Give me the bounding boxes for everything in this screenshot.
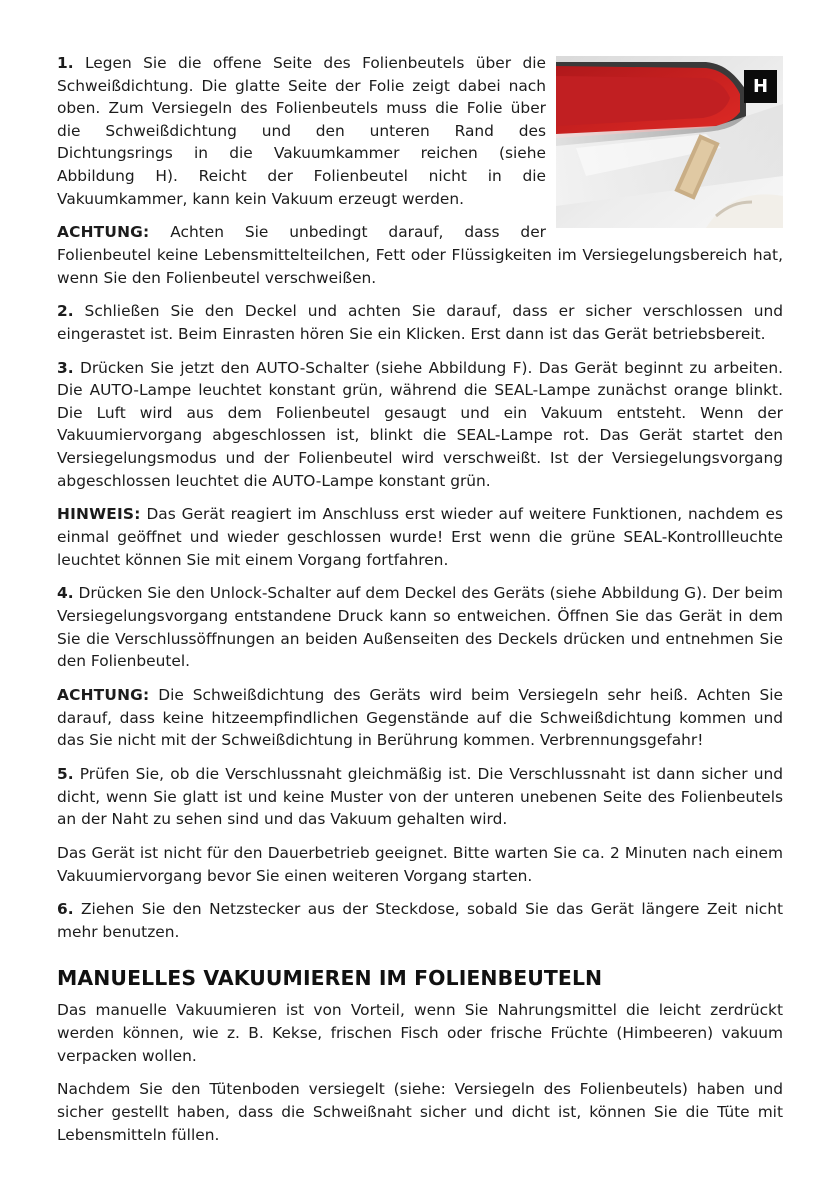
continuous-use-note: Das Gerät ist nicht für den Dauerbetrieb geeignet. Bitte warten Sie ca. 2 Minuten nach einem Vakuumiervorgang bevor Sie einen weiteren Vorgang starten.: [57, 843, 783, 885]
step-text: Prüfen Sie, ob die Verschlussnaht gleichmäßig ist. Die Verschlussnaht ist dann sicher und dicht, wenn Sie glatt ist und keine Muster von der unteren unebenen Seite des Folienbeutels an der Naht zu sehen sind und das Vakuum gehalten wird.: [57, 764, 783, 829]
figure-h: [556, 56, 783, 228]
warning-label: ACHTUNG:: [57, 223, 150, 242]
figure-label-h: H: [744, 70, 777, 103]
step-number: 5.: [57, 764, 74, 783]
step-number: 3.: [57, 358, 74, 377]
warning-2: [57, 684, 783, 752]
step-4: [57, 582, 783, 672]
step-number: 2.: [57, 302, 74, 321]
warning-text: Die Schweißdichtung des Geräts wird beim Versiegeln sehr heiß. Achten Sie darauf, dass keine hitzeempfindlichen Gegenstände auf die Schweißdichtung kommen und das Sie nicht mit der Schweißdichtung in Berührung kommen. Verbrennungsgefahr!: [57, 685, 783, 750]
warning-text: Achten Sie unbedingt darauf, dass der Folienbeutel keine Lebensmittelteilchen, Fett oder Flüssigkeiten im Versiegelungsbereich hat, wenn Sie den Folienbeutel verschweißen.: [57, 223, 783, 287]
step-number: 6.: [57, 900, 74, 919]
step-6: [57, 898, 783, 943]
step-text: Schließen Sie den Deckel und achten Sie darauf, dass er sicher verschlossen und eingerastet ist. Beim Einrasten hören Sie ein Klicken. Erst dann ist das Gerät betriebsbereit.: [57, 302, 783, 343]
step-text: Ziehen Sie den Netzstecker aus der Steckdose, sobald Sie das Gerät längere Zeit nicht mehr benutzen.: [57, 900, 783, 941]
step-number: 1.: [57, 54, 74, 72]
warning-1: [57, 221, 783, 289]
manual-page: [57, 52, 783, 1157]
step-number: 4.: [57, 584, 74, 603]
step-2: [57, 300, 783, 345]
section-heading: MANUELLES VAKUUMIEREN IM FOLIENBEUTELN: [57, 966, 603, 991]
section-paragraph-2: Nachdem Sie den Tütenboden versiegelt (siehe: Versiegeln des Folienbeutels) haben und sicher gestellt haben, dass die Schweißnaht sicher und dicht ist, können Sie die Tüte mit Lebensmitteln füllen.: [57, 1080, 783, 1144]
step-text: Drücken Sie jetzt den AUTO-Schalter (siehe Abbildung F). Das Gerät beginnt zu arbeiten. Die AUTO-Lampe leuchtet konstant grün, während die SEAL-Lampe zunächst orange blinkt. Die Luft wird aus dem Folienbeutel gesaugt und ein Vakuum entsteht. Wenn der Vakuumiervorgang abgeschlossen ist, blinkt die SEAL-Lampe rot. Das Gerät startet den Versiegelungsmodus und der Folienbeutel wird verschweißt. Ist der Versiegelungsvorgang abgeschlossen leuchtet die AUTO-Lampe konstant grün.: [57, 358, 783, 490]
step-text: Drücken Sie den Unlock-Schalter auf dem Deckel des Geräts (siehe Abbildung G). Der beim Versiegelungsvorgang entstandene Druck kann so entweichen. Öffnen Sie das Gerät in dem Sie die Verschlussöffnungen an beiden Außenseiten des Deckels drücken und entnehmen Sie den Folienbeutel.: [57, 584, 783, 671]
note: [57, 503, 783, 571]
note-label: HINWEIS:: [57, 505, 141, 524]
step-text: Legen Sie die offene Seite des Folienbeutels über die Schweißdichtung. Die glatte Seite der Folie zeigt dabei nach oben. Zum Versiegeln des Folienbeutels muss die Folie über die Schweißdichtung und den unteren Rand des Dichtungsrings in die Vakuumkammer reichen (siehe Abbildung H). Reicht der Folienbeutel nicht in die Vakuumkammer, kann kein Vakuum erzeugt werden.: [57, 54, 546, 208]
note-text: Das Gerät reagiert im Anschluss erst wieder auf weitere Funktionen, nachdem es einmal geöffnet und wieder geschlossen wurde! Erst wenn die grüne SEAL-Kontrollleuchte leuchtet können Sie mit einem Vorgang fortfahren.: [57, 505, 783, 569]
section-paragraph-1: Das manuelle Vakuumieren ist von Vorteil, wenn Sie Nahrungsmittel die leicht zerdrückt werden können, wie z. B. Kekse, frischen Fisch oder frische Früchte (Himbeeren) vakuum verpacken wollen.: [57, 1001, 783, 1065]
step-3: [57, 357, 783, 493]
warning-label: ACHTUNG:: [57, 685, 150, 704]
step-5: [57, 763, 783, 831]
